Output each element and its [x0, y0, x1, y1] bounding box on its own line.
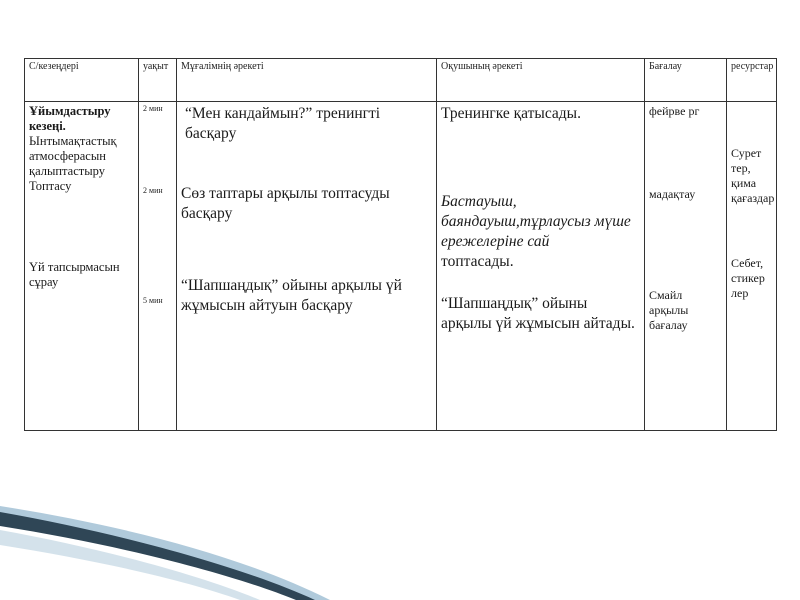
header-time: уақыт	[139, 59, 177, 102]
teacher-action-1: “Мен кандаймын?” тренингті басқару	[185, 105, 381, 142]
header-teacher-action: Мұғалімнің әрекеті	[177, 59, 437, 102]
assessment-2: мадақтау	[649, 187, 696, 201]
student-action-cell	[437, 102, 645, 431]
student-action-2-rest: топтасады.	[441, 253, 514, 270]
header-stage: С/кезеңдері	[25, 59, 139, 102]
student-action-2-italic: Бастауыш, баяндауыш,тұрлаусыз мүше ережелеріне сай	[441, 193, 631, 250]
stage-title: Ұйымдастыру кезеңі.	[29, 104, 111, 133]
table-header-row	[25, 59, 777, 102]
assessment-3: Смайл арқылы бағалау	[649, 288, 689, 332]
header-resources: ресурстар	[727, 59, 777, 102]
lesson-plan-table	[24, 58, 777, 431]
student-action-3: “Шапшаңдық” ойыны арқылы үй жұмысын айтады.	[441, 295, 635, 332]
time-1: 2 мин	[143, 104, 163, 113]
teacher-action-2: Сөз таптары арқылы топтасуды басқару	[181, 185, 390, 222]
teacher-action-3: “Шапшаңдық” ойыны арқылы үй жұмысын айтуын басқару	[181, 277, 402, 314]
student-action-1: Тренингке қатысады.	[441, 105, 581, 122]
resources-2: Себет, стикер лер	[731, 256, 765, 300]
stage-line-2: Топтасу	[29, 179, 72, 193]
stage-line-1: Ынтымақтастық атмосферасын қалыптастыру	[29, 134, 117, 178]
time-3: 5 мин	[143, 296, 163, 305]
time-2: 2 мин	[143, 186, 163, 195]
time-cell	[139, 102, 177, 431]
table-row	[25, 102, 777, 431]
header-assessment: Бағалау	[645, 59, 727, 102]
teacher-action-cell	[177, 102, 437, 431]
assessment-cell	[645, 102, 727, 431]
resources-cell	[727, 102, 777, 431]
resources-1: Сурет тер, қима қағаздар	[731, 146, 775, 205]
stage-line-3: Үй тапсырмасын сұрау	[29, 260, 120, 289]
header-student-action: Оқушының әрекеті	[437, 59, 645, 102]
assessment-1: фейрве рг	[649, 104, 700, 118]
stage-cell	[25, 102, 139, 431]
